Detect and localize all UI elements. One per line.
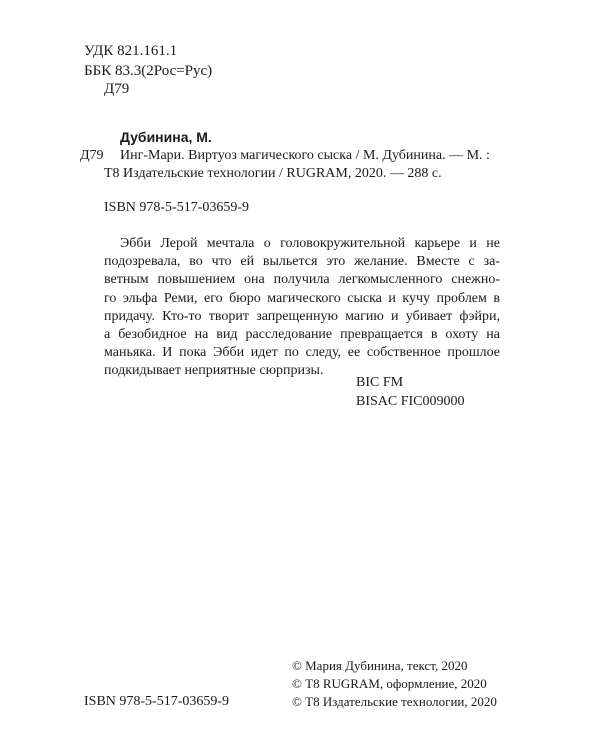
udk-code: УДК 821.161.1 [84,43,178,59]
isbn-footer: ISBN 978-5-517-03659-9 [84,694,230,709]
author-heading: Дубинина, М. [120,129,212,145]
annotation-line: Эбби Лерой мечтала о головокружительной карьере и не [120,236,500,251]
annotation-line: ветным повышением она получила легкомысленного снежно- [104,272,500,288]
annotation-line: подкидывает неприятные сюрпризы. [104,363,324,379]
bibliographic-description-line-1: Инг-Мари. Виртуоз магического сыска / М. Дубинина. — М. : [120,148,490,163]
annotation-line: го эльфа Реми, его бюро магического сыска и кучу проблем в [104,290,500,306]
author-sign-code-margin: Д79 [80,148,104,163]
bic-code: BIC FM [356,375,404,390]
isbn-record: ISBN 978-5-517-03659-9 [104,200,250,215]
copyright-line: © Мария Дубинина, текст, 2020 [292,658,468,673]
bisac-code: BISAC FIC009000 [356,394,465,409]
annotation-paragraph [104,235,500,381]
bbk-code: ББК 83.3(2Рос=Рус) [84,63,213,79]
annotation-line: подозревала, во что ей выльется это желание. Вместе с за- [104,254,500,270]
annotation-line: а безобидное на вид расследование превращается в охоту на [104,327,500,343]
copyright-line: © Т8 Издательские технологии, 2020 [292,694,497,709]
copyright-line: © Т8 RUGRAM, оформление, 2020 [292,676,487,691]
annotation-line: придачу. Кто-то творит запрещенную магию и убивает фэйри, [104,308,500,324]
bibliographic-description-line-2: Т8 Издательские технологии / RUGRAM, 2020. — 288 с. [104,166,442,181]
author-sign-code: Д79 [104,81,130,97]
annotation-line: маньяка. И пока Эбби идет по следу, ее собственное прошлое [104,345,500,361]
